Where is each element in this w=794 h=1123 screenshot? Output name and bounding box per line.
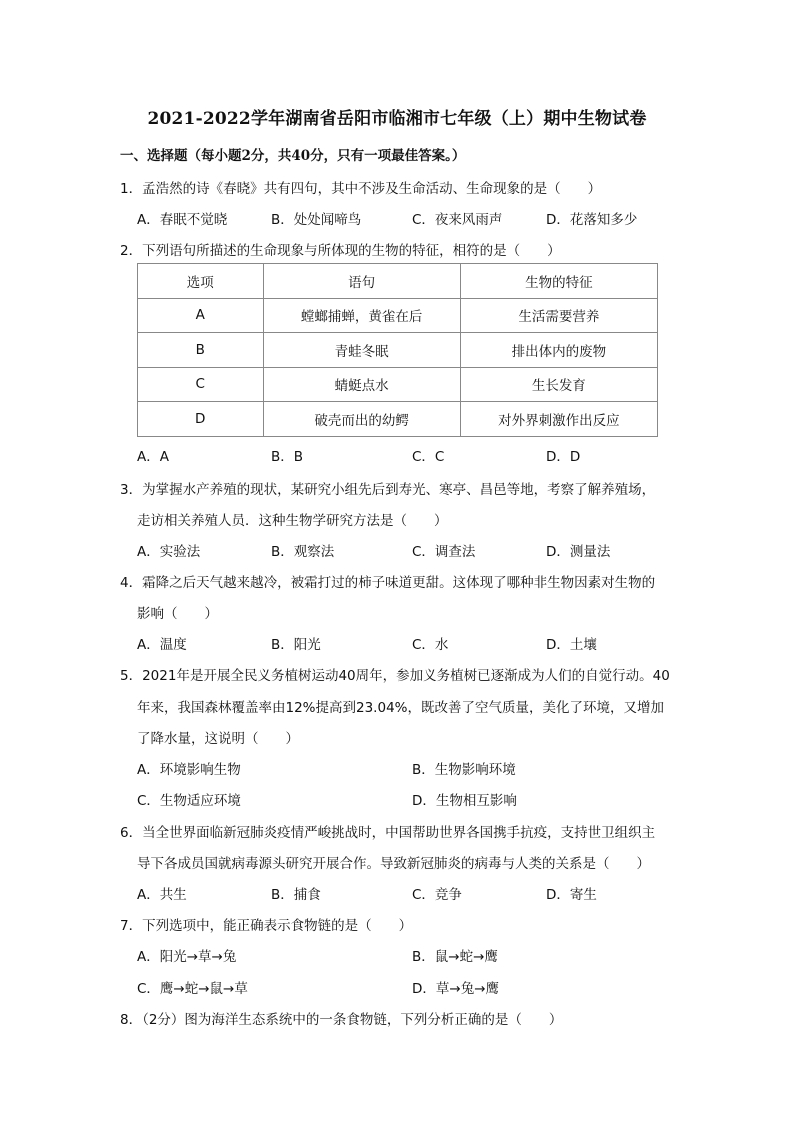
table-header-cell: 生物的特征: [460, 264, 657, 299]
question-1-option-a: A．春眠不觉晓: [137, 212, 228, 228]
question-2-option-b: B．B: [271, 449, 304, 465]
question-5-option-c: C．生物适应环境: [137, 793, 241, 809]
question-5-option-b: B．生物影响环境: [412, 762, 516, 778]
table-row: [138, 298, 658, 333]
question-5-option-d: D．生物相互影响: [412, 793, 517, 809]
question-5-stem-line-3: 了降水量，这说明（ ）: [137, 731, 299, 747]
question-2-table: [137, 263, 658, 437]
question-7-option-d: D．草→兔→鹰: [412, 981, 500, 997]
question-3-stem-line-1: 3．为掌握水产养殖的现状，某研究小组先后到寿光、寒亭、昌邑等地，考察了解养殖场，: [120, 482, 656, 498]
table-row: [138, 402, 658, 437]
table-row: [138, 367, 658, 402]
question-7-stem: 7．下列选项中，能正确表示食物链的是（ ）: [120, 918, 413, 934]
table-cell: D: [138, 402, 264, 437]
table-cell: 对外界刺激作出反应: [460, 402, 657, 437]
question-4-stem-line-1: 4．霜降之后天气越来越冷，被霜打过的柿子味道更甜。这体现了哪种非生物因素对生物的: [120, 575, 656, 591]
table-cell: A: [138, 298, 264, 333]
question-6-option-d: D．寄生: [546, 887, 597, 903]
question-4-option-c: C．水: [412, 637, 449, 653]
question-6-option-c: C．竞争: [412, 887, 462, 903]
question-2-stem: 2．下列语句所描述的生命现象与所体现的生物的特征，相符的是（ ）: [120, 243, 561, 259]
question-7-option-b: B．鼠→蛇→鹰: [412, 949, 498, 965]
question-1-option-d: D．花落知多少: [546, 212, 638, 228]
question-1-option-c: C．夜来风雨声: [412, 212, 503, 228]
question-6-stem-line-2: 导下各成员国就病毒源头研究开展合作。导致新冠肺炎的病毒与人类的关系是（ ）: [137, 856, 650, 872]
table-row: [138, 333, 658, 368]
question-7-option-a: A．阳光→草→兔: [137, 949, 237, 965]
question-3-stem-line-2: 走访相关养殖人员．这种生物学研究方法是（ ）: [137, 513, 448, 529]
question-6-option-b: B．捕食: [271, 887, 321, 903]
question-6-option-a: A．共生: [137, 887, 187, 903]
table-cell: 螳螂捕蝉，黄雀在后: [263, 298, 460, 333]
question-3-option-a: A．实验法: [137, 544, 201, 560]
table-cell: 生长发育: [460, 367, 657, 402]
table-header-cell: 语句: [263, 264, 460, 299]
question-2-option-c: C．C: [412, 449, 445, 465]
question-2-option-d: D．D: [546, 449, 581, 465]
table-cell: 破壳而出的幼鳄: [263, 402, 460, 437]
question-1-option-b: B．处处闻啼鸟: [271, 212, 362, 228]
question-3-option-b: B．观察法: [271, 544, 335, 560]
question-4-option-a: A．温度: [137, 637, 187, 653]
question-6-stem-line-1: 6．当全世界面临新冠肺炎疫情严峻挑战时，中国帮助世界各国携手抗疫，支持世卫组织主: [120, 825, 656, 841]
table-header-row: [138, 264, 658, 299]
question-5-stem-line-1: 5．2021年是开展全民义务植树运动40周年，参加义务植树已逐渐成为人们的自觉行动。40: [120, 668, 670, 684]
table-cell: 蜻蜓点水: [263, 367, 460, 402]
question-8-stem: 8．（2分）图为海洋生态系统中的一条食物链，下列分析正确的是（ ）: [120, 1012, 563, 1028]
question-4-stem-line-2: 影响（ ）: [137, 606, 218, 622]
table-cell: 排出体内的废物: [460, 333, 657, 368]
exam-title: 2021-2022学年湖南省岳阳市临湘市七年级（上）期中生物试卷: [147, 109, 647, 129]
question-4-option-d: D．土壤: [546, 637, 597, 653]
question-3-option-d: D．测量法: [546, 544, 611, 560]
section-heading: 一、选择题（每小题2分，共40分，只有一项最佳答案。）: [120, 148, 466, 164]
question-3-option-c: C．调查法: [412, 544, 476, 560]
table-header-cell: 选项: [138, 264, 264, 299]
table-cell: B: [138, 333, 264, 368]
question-5-stem-line-2: 年来，我国森林覆盖率由12%提高到23.04%，既改善了空气质量，美化了环境，又增加: [137, 700, 664, 716]
table-cell: 青蛙冬眠: [263, 333, 460, 368]
table-cell: C: [138, 367, 264, 402]
question-4-option-b: B．阳光: [271, 637, 321, 653]
question-7-option-c: C．鹰→蛇→鼠→草: [137, 981, 248, 997]
question-1-stem: 1．孟浩然的诗《春晓》共有四句，其中不涉及生命活动、生命现象的是（ ）: [120, 181, 602, 197]
question-5-option-a: A．环境影响生物: [137, 762, 241, 778]
question-2-option-a: A．A: [137, 449, 169, 465]
table-cell: 生活需要营养: [460, 298, 657, 333]
